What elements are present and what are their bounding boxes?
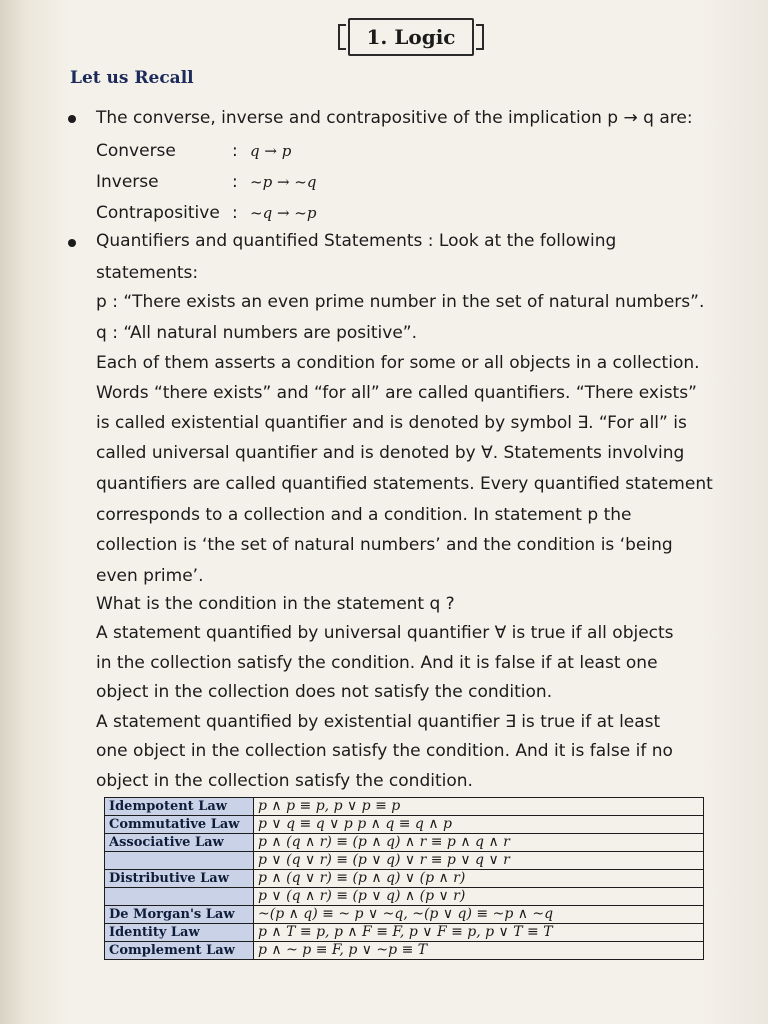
paragraph-line: is called existential quantifier and is denoted by symbol ∃. “For all” is	[96, 413, 687, 433]
law-name: Complement Law	[105, 942, 254, 960]
laws-table	[104, 797, 704, 960]
bullet-dot	[68, 239, 76, 247]
law-formula: p ∧ T ≡ p, p ∧ F ≡ F, p ∨ F ≡ p, p ∨ T ≡ T	[254, 924, 704, 942]
paragraph-line: object in the collection does not satisfy the condition.	[96, 682, 553, 702]
paragraph-line: even prime’.	[96, 566, 204, 586]
law-formula: p ∧ p ≡ p, p ∨ p ≡ p	[254, 798, 704, 816]
law-formula: p ∨ (q ∨ r) ≡ (p ∨ q) ∨ r ≡ p ∨ q ∨ r	[254, 852, 704, 870]
section-heading: Let us Recall	[70, 68, 194, 88]
law-name	[105, 852, 254, 870]
paragraph-line: in the collection satisfy the condition. And it is false if at least one	[96, 653, 658, 673]
definition-colon: :	[232, 172, 238, 192]
paragraph-line: quantifiers are called quantified statements. Every quantified statement	[96, 474, 713, 494]
law-name: Idempotent Law	[105, 798, 254, 816]
definition-label: Converse	[96, 141, 176, 161]
definition-label: Contrapositive	[96, 203, 220, 223]
law-formula: p ∧ (q ∨ r) ≡ (p ∧ q) ∨ (p ∧ r)	[254, 870, 704, 888]
table-row	[105, 870, 704, 888]
paragraph-line: called universal quantifier and is denoted by ∀. Statements involving	[96, 443, 685, 463]
paragraph-line: What is the condition in the statement q ?	[96, 594, 455, 614]
definition-inverse	[96, 172, 742, 192]
table-row	[105, 924, 704, 942]
table-row	[105, 942, 704, 960]
law-formula: p ∨ q ≡ q ∨ p p ∧ q ≡ q ∧ p	[254, 816, 704, 834]
paragraph-line: collection is ‘the set of natural numbers’ and the condition is ‘being	[96, 535, 673, 555]
paragraph-line: A statement quantified by universal quantifier ∀ is true if all objects	[96, 623, 674, 643]
law-formula: p ∧ ~ p ≡ F, p ∨ ~p ≡ T	[254, 942, 704, 960]
definition-converse	[96, 141, 742, 161]
law-name: Commutative Law	[105, 816, 254, 834]
chapter-title: 1. Logic	[348, 18, 474, 56]
paragraph-line: statements:	[96, 263, 199, 283]
paragraph-line: Each of them asserts a condition for some or all objects in a collection.	[96, 353, 700, 373]
definition-label: Inverse	[96, 172, 159, 192]
law-name	[105, 888, 254, 906]
law-name: De Morgan's Law	[105, 906, 254, 924]
table-row	[105, 906, 704, 924]
definition-contrapositive	[96, 203, 742, 223]
law-formula: p ∨ (q ∧ r) ≡ (p ∨ q) ∧ (p ∨ r)	[254, 888, 704, 906]
law-name: Identity Law	[105, 924, 254, 942]
paragraph-line: Words “there exists” and “for all” are called quantifiers. “There exists”	[96, 383, 697, 403]
table-row	[105, 834, 704, 852]
law-name: Associative Law	[105, 834, 254, 852]
bullet1-intro: The converse, inverse and contrapositive of the implication p → q are:	[96, 108, 693, 128]
chapter-title-frame	[334, 14, 486, 58]
table-row	[105, 852, 704, 870]
paragraph-line: object in the collection satisfy the condition.	[96, 771, 473, 791]
table-row	[105, 798, 704, 816]
law-formula: ~(p ∧ q) ≡ ~ p ∨ ~q, ~(p ∨ q) ≡ ~p ∧ ~q	[254, 906, 704, 924]
bullet-dot	[68, 115, 76, 123]
table-row	[105, 888, 704, 906]
table-row	[105, 816, 704, 834]
paragraph-line: p : “There exists an even prime number in the set of natural numbers”.	[96, 292, 705, 312]
law-name: Distributive Law	[105, 870, 254, 888]
definition-formula: q → p	[250, 142, 292, 160]
paragraph-line: q : “All natural numbers are positive”.	[96, 323, 417, 343]
definition-colon: :	[232, 203, 238, 223]
paragraph-line: one object in the collection satisfy the condition. And it is false if no	[96, 741, 673, 761]
definition-formula: ~p → ~q	[250, 173, 317, 191]
definition-formula: ~q → ~p	[250, 204, 317, 222]
law-formula: p ∧ (q ∧ r) ≡ (p ∧ q) ∧ r ≡ p ∧ q ∧ r	[254, 834, 704, 852]
paragraph-line: corresponds to a collection and a condition. In statement p the	[96, 505, 632, 525]
paragraph-line: Quantifiers and quantified Statements : Look at the following	[96, 231, 617, 251]
definition-colon: :	[232, 141, 238, 161]
paragraph-line: A statement quantified by existential quantifier ∃ is true if at least	[96, 712, 661, 732]
